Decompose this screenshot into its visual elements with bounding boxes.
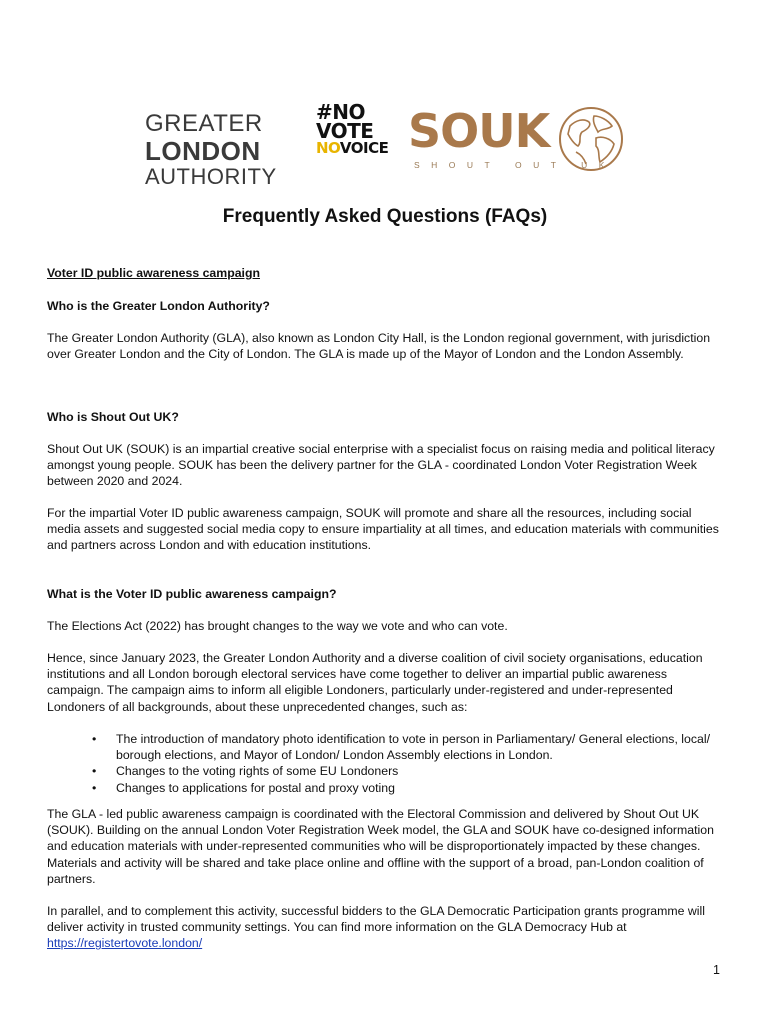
changes-list — [47, 731, 723, 796]
list-item: • The introduction of mandatory photo identification to vote in person in Parliamentary/ General elections, local/ borough elections, and Mayor of London/ London Assembly elections in London. — [47, 731, 723, 763]
answer-campaign-p3: The GLA - led public awareness campaign is coordinated with the Electoral Commission and delivered by Shout Out UK (SOUK). Building on the annual London Voter Registration Week model, the GLA and SOUK have co-designed information and education materials with under-represented communities who will be disproportionately impacted by these changes. Materials and activity will be shared and take place online and offline with the support of a broad, pan-London coalition of partners. — [47, 807, 714, 886]
souk-logo — [408, 104, 628, 178]
answer-campaign-p4 — [47, 903, 723, 952]
gla-logo-line2: LONDON — [145, 136, 261, 166]
novote-line3-voice: VOICE — [339, 139, 389, 157]
register-to-vote-link[interactable]: https://registertovote.london/ — [47, 936, 203, 951]
gla-logo-line1: GREATER — [145, 110, 263, 137]
page-title: Frequently Asked Questions (FAQs) — [222, 206, 548, 227]
answer-campaign-p1: The Elections Act (2022) has brought changes to the way we vote and who can vote. — [47, 619, 508, 633]
list-item: • Changes to applications for postal and proxy voting — [47, 780, 723, 796]
novote-line3 — [316, 139, 389, 157]
gla-logo-line3: AUTHORITY — [145, 164, 277, 189]
globe-icon — [556, 104, 626, 174]
question-campaign: What is the Voter ID public awareness campaign? — [47, 587, 337, 601]
answer-souk-p1: Shout Out UK (SOUK) is an impartial creative social enterprise with a specialist focus on raising media and political literacy amongst young people. SOUK has been the delivery partner for the GLA - coordinated London Voter Registration Week between 2020 and 2024. — [47, 442, 715, 489]
souk-logo-tagline: SHOUT OUT UK — [414, 160, 616, 170]
answer-souk-p2: For the impartial Voter ID public awareness campaign, SOUK will promote and share all the resources, including social media assets and suggested social media copy to ensure impartiality at all times, and education materials with communities and partners across London and with education institutions. — [47, 506, 719, 553]
page-number: 1 — [713, 963, 720, 977]
souk-logo-word: SOUK — [408, 104, 550, 158]
answer-campaign-p4-text: In parallel, and to complement this activity, successful bidders to the GLA Democratic Participation grants programme will deliver activity in trusted community settings. You can find more information on the GLA Democracy Hub at — [47, 904, 705, 935]
novote-line3-no: NO — [316, 139, 340, 157]
no-vote-no-voice-logo — [316, 100, 389, 157]
list-item: • Changes to the voting rights of some EU Londoners — [47, 763, 723, 779]
novote-line1: #NO — [316, 100, 365, 124]
gla-logo — [145, 112, 277, 188]
answer-campaign-p2: Hence, since January 2023, the Greater London Authority and a diverse coalition of civil society organisations, education institutions and all London borough electoral services have come together to deliver an impartial public awareness campaign. The campaign aims to inform all eligible Londoners, particularly under-registered and under-represented Londoners of all backgrounds, about these unprecedented changes, such as: — [47, 651, 703, 714]
answer-gla: The Greater London Authority (GLA), also known as London City Hall, is the London regional government, with jurisdiction over Greater London and the City of London. The GLA is made up of the Mayor of London and the London Assembly. — [47, 331, 711, 362]
question-gla: Who is the Greater London Authority? — [47, 299, 270, 313]
campaign-heading: Voter ID public awareness campaign — [47, 266, 260, 280]
question-souk: Who is Shout Out UK? — [47, 410, 179, 424]
novote-line2: VOTE — [316, 119, 374, 143]
